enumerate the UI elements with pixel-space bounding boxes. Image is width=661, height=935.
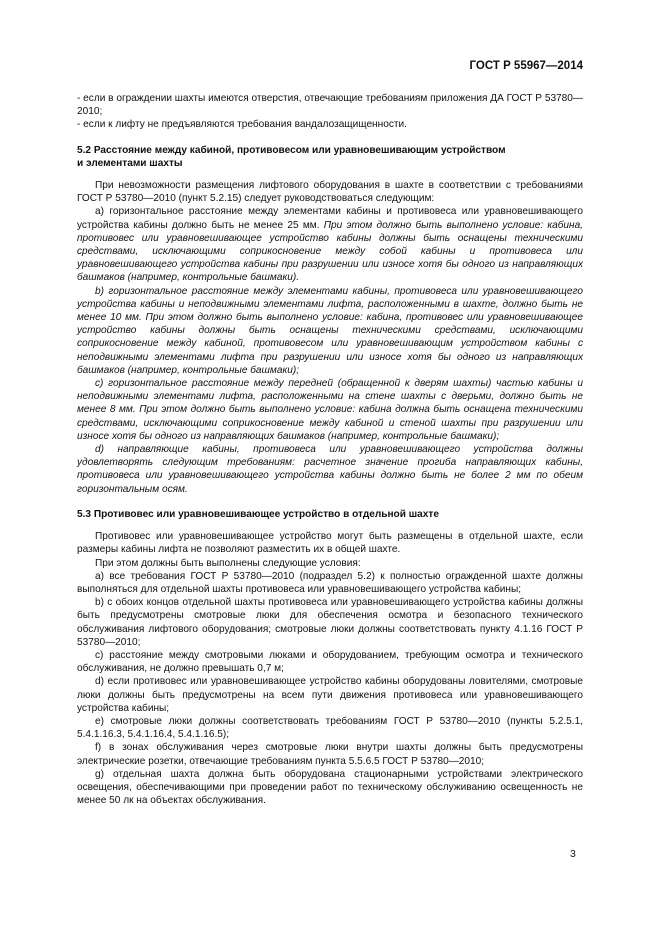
- list-item-b: b) с обоих концов отдельной шахты противовеса или уравновешивающего устройства кабины должны быть предусмотрены смотровые люки для обеспечения осмотра и безопасного технического обслуживания лифтового оборудования; смотровые люки должны соответствовать пункту 4.1.16 ГОСТ Р 53780—2010;: [77, 597, 583, 648]
- list-item-d: d) если противовес или уравновешивающее устройство кабины оборудованы ловителями, смотровые люки должны быть предусмотрены на всем пути движения противовеса или уравновешивающего устройства кабины;: [77, 676, 583, 714]
- item-c-text: с) горизонтальное расстояние между передней (обращенной к дверям шахты) частью кабины и неподвижными элементами лифта, расположенными на стене шахты с дверьми, должно быть не менее 8 мм. При этом должно быть выполнено условие: кабина должна быть оснащена техническими средствами, исключающими соприкосновение между кабиной и стеной шахты при разрушении или износе хотя бы одного из направляющих башмаков (например, контрольные башмаки);: [77, 378, 583, 442]
- item-c: [77, 377, 583, 443]
- item-d-text: d) направляющие кабины, противовеса или уравновешивающего устройства должны удовлетворять следующим требованиям: расчетное значение прогиба направляющих кабины, противовеса или уравновешивающего устройства кабины должно быть не более 2 мм по обеим горизонтальным осям.: [77, 444, 583, 495]
- item-b: [77, 285, 583, 377]
- section-5-3-paragraph-2: При этом должны быть выполнены следующие условия:: [95, 557, 361, 569]
- section-5-3-paragraph-1: Противовес или уравновешивающее устройство могут быть размещены в отдельной шахте, если размеры кабины лифта не позволяют разместить их в общей шахте.: [77, 531, 583, 556]
- list-item-c: c) расстояние между смотровыми люками и оборудованием, требующим осмотра и технического обслуживания, не должно превышать 0,7 м;: [77, 649, 583, 675]
- section-5-2-heading-line-2: и элементами шахты: [77, 157, 183, 169]
- section-5-2-heading-line-1: 5.2 Расстояние между кабиной, противовесом или уравновешивающим устройством: [77, 144, 506, 156]
- standard-number: ГОСТ Р 55967—2014: [469, 60, 583, 72]
- item-a-condition: При этом должно быть выполнено условие: кабина, противовес или уравновешивающее устройство кабины должны быть оснащены техническими средствами, исключающими соприкосновение между собой кабины и противовеса или уравновешивающего устройства кабины при разрушении или износе хотя бы одного из направляющих башмаков (например, контрольные башмаки).: [77, 219, 583, 284]
- list-item-e: е) смотровые люки должны соответствовать требованиям ГОСТ Р 53780—2010 (пункты 5.2.5.1, 5.4.1.16.3, 5.4.1.16.4, 5.4.1.16.5);: [77, 715, 583, 741]
- item-a-text: а) горизонтальное расстояние между элементами кабины и противовеса или уравновешивающего устройства кабины должно быть не менее 25 мм.: [77, 206, 583, 231]
- item-a: [77, 205, 583, 284]
- intro-item-1: - если в ограждении шахты имеются отверстия, отвечающие требованиям приложения ДА ГОСТ Р 53780—2010;: [77, 93, 583, 118]
- page-number: 3: [570, 848, 576, 860]
- list-item-g: g) отдельная шахта должна быть оборудована стационарными устройствами электрического освещения, обеспечивающими при проведении работ по техническому обслуживанию освещенность не менее 50 лк на объектах обслуживания.: [77, 768, 583, 807]
- item-d: [77, 443, 583, 496]
- section-5-3-heading: 5.3 Противовес или уравновешивающее устройство в отдельной шахте: [77, 508, 439, 520]
- section-5-2-lead: При невозможности размещения лифтового оборудования в шахте в соответствии с требованиями ГОСТ Р 53780—2010 (пункт 5.2.15) следует руководствоваться следующим:: [77, 180, 583, 205]
- item-b-text: b) горизонтальное расстояние между элементами кабины, противовеса или уравновешивающего устройства кабины и неподвижными элементами лифта, расположенными в шахте, должно быть не менее 10 мм. При этом должно быть выполнено условие: кабина, противовес или уравновешивающее устройство кабины должны быть оснащены техническими средствами, исключающими соприкосновение между кабиной, противовесом или уравновешивающим устройством кабины с неподвижными элементами лифта при разрушении или износе хотя бы одного из направляющих башмаков (например, контрольные башмаки);: [77, 285, 583, 376]
- list-item-a: а) все требования ГОСТ Р 53780—2010 (подраздел 5.2) к полностью огражденной шахте должны выполняться для отдельной шахты противовеса или уравновешивающего устройства кабины;: [77, 570, 583, 595]
- intro-item-2: - если к лифту не предъявляются требования вандалозащищенности.: [77, 119, 407, 131]
- page-body: [77, 92, 583, 807]
- list-item-f: f) в зонах обслуживания через смотровые люки внутри шахты должны быть предусмотрены электрические розетки, отвечающие требованиям пункта 5.5.6.5 ГОСТ Р 53780—2010;: [77, 742, 583, 767]
